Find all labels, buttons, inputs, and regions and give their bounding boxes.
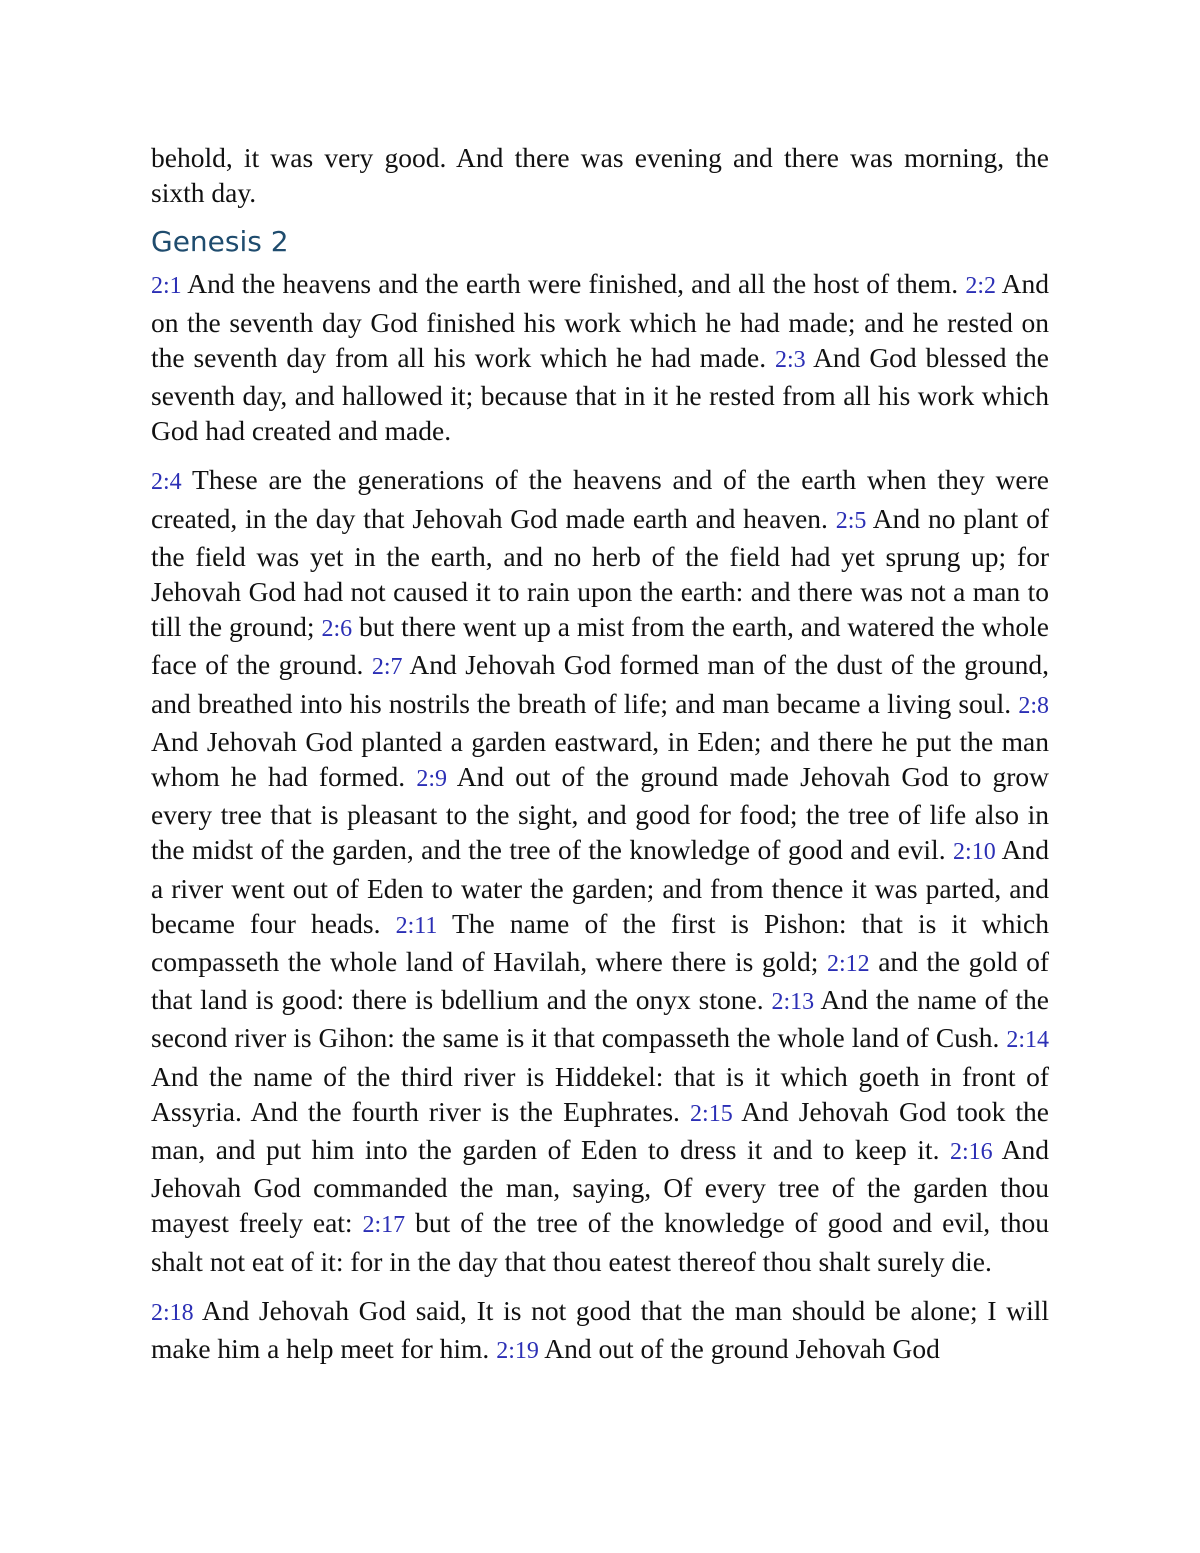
verse-text: but of the tree of the knowledge of good and evil, thou shalt not eat of it: for in the day that thou eatest thereof thou shalt surely die.	[151, 1207, 1050, 1277]
chapter-heading: Genesis 2	[151, 225, 289, 259]
verse-number[interactable]: 2:8	[1018, 692, 1049, 719]
verse-number[interactable]: 2:15	[690, 1100, 733, 1127]
verse-text: And God blessed the seventh day, and hallowed it; because that in it he rested from all his work which God had created and made.	[151, 341, 1050, 447]
paragraph-2	[151, 462, 1049, 1278]
verse-text: And Jehovah God took the man, and put him into the garden of Eden to dress it and to keep it.	[151, 1095, 1050, 1166]
verse-text: These are the generations of the heavens and of the earth when they were created, in the day that Jehovah God made earth and heaven.	[151, 464, 1049, 534]
verse-number[interactable]: 2:14	[1006, 1027, 1050, 1054]
verse-number[interactable]: 2:9	[416, 766, 448, 793]
verse-number[interactable]: 2:19	[496, 1338, 539, 1365]
continuation-paragraph	[151, 140, 1049, 210]
verse-number[interactable]: 2:4	[151, 469, 182, 496]
verse-text: And the heavens and the earth were finished, and all the host of them.	[187, 268, 959, 300]
verse-number[interactable]: 2:16	[949, 1139, 993, 1166]
verse-number[interactable]: 2:12	[826, 951, 870, 978]
verse-text: but there went up a mist from the earth, and watered the whole face of the ground.	[151, 611, 1050, 681]
verse-number[interactable]: 2:17	[362, 1212, 406, 1239]
verse-number[interactable]: 2:5	[835, 507, 867, 534]
verse-number[interactable]: 2:7	[371, 654, 403, 681]
verse-text: And the name of the second river is Gihon: the same is it that compasseth the whole land of Cush.	[151, 984, 1049, 1054]
verse-number[interactable]: 2:3	[775, 346, 806, 373]
verse-text: And a river went out of Eden to water the garden; and from thence it was parted, and became four heads.	[151, 834, 1050, 939]
verse-number[interactable]: 2:2	[965, 273, 996, 300]
verse-text: And Jehovah God formed man of the dust of the ground, and breathed into his nostrils the breath of life; and man became a living soul.	[151, 649, 1049, 719]
verse-number[interactable]: 2:1	[151, 273, 182, 300]
verse-text: And Jehovah God said, It is not good that the man should be alone; I will make him a help meet for him.	[151, 1294, 1049, 1365]
verse-text: And out of the ground made Jehovah God to grow every tree that is pleasant to the sight, and good for food; the tree of life also in the midst of the garden, and the tree of the knowledge of good and evil.	[151, 761, 1049, 866]
paragraph-1	[151, 266, 1049, 448]
verse-number[interactable]: 2:13	[771, 989, 815, 1016]
verse-text: And on the seventh day God finished his work which he had made; and he rested on the seventh day from all his work which he had made.	[151, 268, 1049, 373]
verse-number[interactable]: 2:18	[151, 1299, 194, 1326]
continuation-text: behold, it was very good. And there was evening and there was morning, the sixth day.	[151, 142, 1049, 209]
verse-text: The name of the first is Pishon: that is it which compasseth the whole land of Havilah, where there is gold;	[151, 907, 1049, 978]
verse-number[interactable]: 2:6	[321, 616, 353, 643]
verse-text: And the name of the third river is Hiddekel: that is it which goeth in front of Assyria. And the fourth river is the Euphrates.	[151, 1060, 1049, 1127]
verse-text: And no plant of the field was yet in the earth, and no herb of the field had yet sprung up; for Jehovah God had not caused it to rain upon the earth: and there was not a man to till the ground;	[151, 502, 1050, 643]
verse-number[interactable]: 2:10	[953, 839, 996, 866]
verse-text: And Jehovah God commanded the man, saying, Of every tree of the garden thou mayest freely eat:	[151, 1134, 1050, 1239]
verse-text: and the gold of that land is good: there is bdellium and the onyx stone.	[151, 946, 1050, 1016]
paragraph-3	[151, 1293, 1049, 1369]
verse-text: And Jehovah God planted a garden eastward, in Eden; and there he put the man whom he had formed.	[151, 725, 1049, 793]
verse-number[interactable]: 2:11	[395, 912, 438, 939]
verse-text: And out of the ground Jehovah God	[544, 1333, 940, 1365]
document-page	[151, 140, 1049, 1383]
